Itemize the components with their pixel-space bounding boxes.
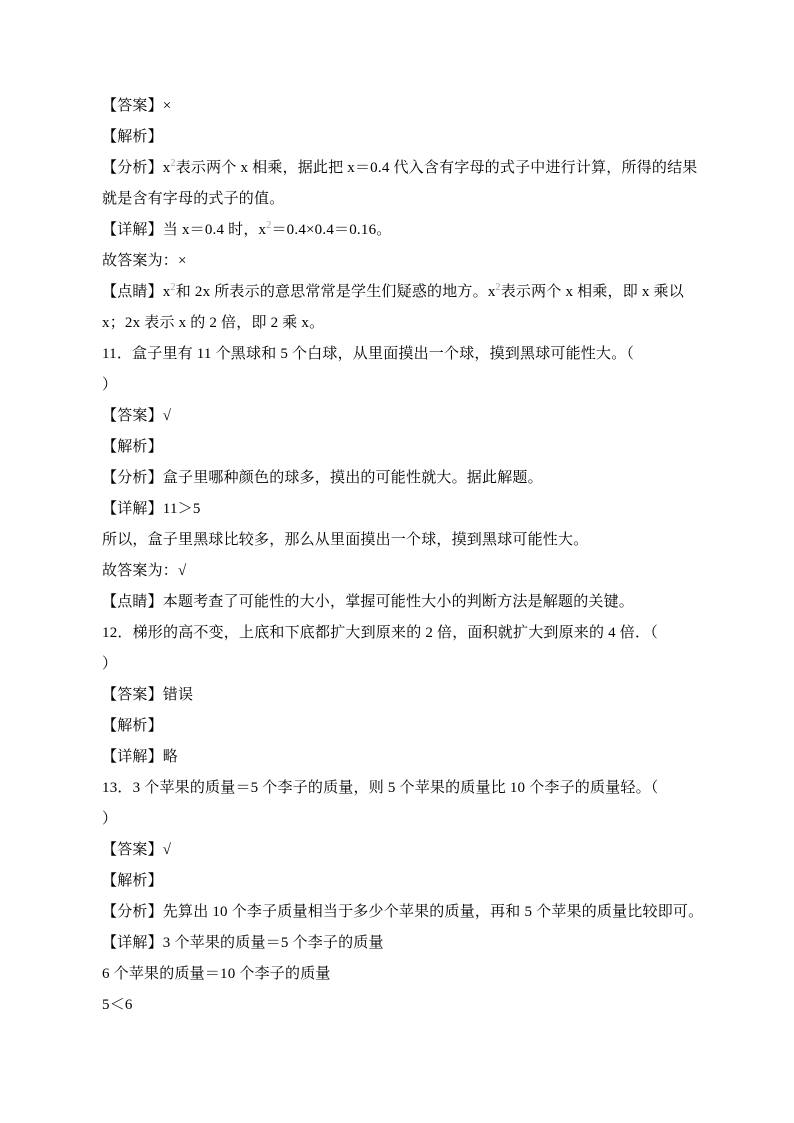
text-line [102,680,742,711]
text-segment: 【详解】11＞5 [102,501,201,517]
text-segment: 5＜6 [102,997,133,1013]
text-segment: 【答案】√ [102,842,172,858]
text-segment: ） [102,811,118,827]
superscript-exponent: 2 [170,282,176,293]
text-segment: 【解析】 [102,439,163,455]
text-segment: 就是含有字母的式子的值。 [102,191,285,207]
text-line [102,184,742,215]
text-segment: 和 2x 所表示的意思常常是学生们疑惑的地方。x [175,284,496,300]
text-line [102,649,742,680]
text-segment: 故答案为：× [102,253,187,269]
text-line [102,215,742,246]
text-line [102,618,742,649]
text-line [102,494,742,525]
text-line [102,990,742,1021]
text-line [102,246,742,277]
text-line [102,525,742,556]
text-line [102,556,742,587]
text-segment: 表示两个 x 相乘，据此把 x＝0.4 代入含有字母的式子中进行计算，所得的结果 [175,160,698,176]
text-line [102,804,742,835]
text-line [102,773,742,804]
text-line [102,897,742,928]
text-segment: ） [102,377,118,393]
text-line [102,463,742,494]
text-line [102,153,742,184]
text-segment: 故答案为：√ [102,563,187,579]
text-line [102,742,742,773]
text-line [102,432,742,463]
text-segment: 表示两个 x 相乘，即 x 乘以 [500,284,684,300]
superscript-exponent: 2 [495,282,501,293]
document-content [102,91,742,1021]
text-segment: 6 个苹果的质量＝10 个李子的质量 [102,966,331,982]
text-line [102,91,742,122]
text-segment: 【点睛】x [102,284,171,300]
text-segment: 【分析】x [102,160,171,176]
text-segment: 【详解】3 个苹果的质量＝5 个李子的质量 [102,935,384,951]
text-line [102,277,742,308]
superscript-exponent: 2 [170,158,176,169]
text-line [102,711,742,742]
text-line [102,928,742,959]
text-segment: ＝0.4×0.4＝0.16。 [271,222,392,238]
text-segment: 【分析】先算出 10 个李子质量相当于多少个苹果的质量，再和 5 个苹果的质量比较即可。 [102,904,704,920]
text-segment: 所以，盒子里黑球比较多，那么从里面摸出一个球，摸到黑球可能性大。 [102,532,589,548]
text-segment: 【点睛】本题考查了可能性的大小，掌握可能性大小的判断方法是解题的关键。 [102,594,635,610]
text-segment: x；2x 表示 x 的 2 倍，即 2 乘 x。 [102,315,325,331]
superscript-exponent: 2 [266,220,272,231]
text-line [102,959,742,990]
text-segment: ） [102,656,118,672]
text-line [102,401,742,432]
text-segment: 【解析】 [102,718,163,734]
text-segment: 11．盒子里有 11 个黑球和 5 个白球，从里面摸出一个球，摸到黑球可能性大。（ [102,346,635,362]
text-line [102,122,742,153]
text-line [102,835,742,866]
text-line [102,587,742,618]
text-segment: 【详解】当 x＝0.4 时，x [102,222,267,238]
text-line [102,308,742,339]
text-segment: 【详解】略 [102,749,179,765]
text-segment: 【答案】× [102,98,172,114]
text-segment: 12．梯形的高不变，上底和下底都扩大到原来的 2 倍，面积就扩大到原来的 4 倍．（ [102,625,658,641]
text-line [102,866,742,897]
text-segment: 【答案】错误 [102,687,194,703]
text-segment: 【答案】√ [102,408,172,424]
text-line [102,370,742,401]
text-segment: 【解析】 [102,129,163,145]
text-line [102,339,742,370]
text-segment: 【解析】 [102,873,163,889]
text-segment: 【分析】盒子里哪种颜色的球多，摸出的可能性就大。据此解题。 [102,470,543,486]
text-segment: 13．3 个苹果的质量＝5 个李子的质量，则 5 个苹果的质量比 10 个李子的质量轻。（ [102,780,659,796]
